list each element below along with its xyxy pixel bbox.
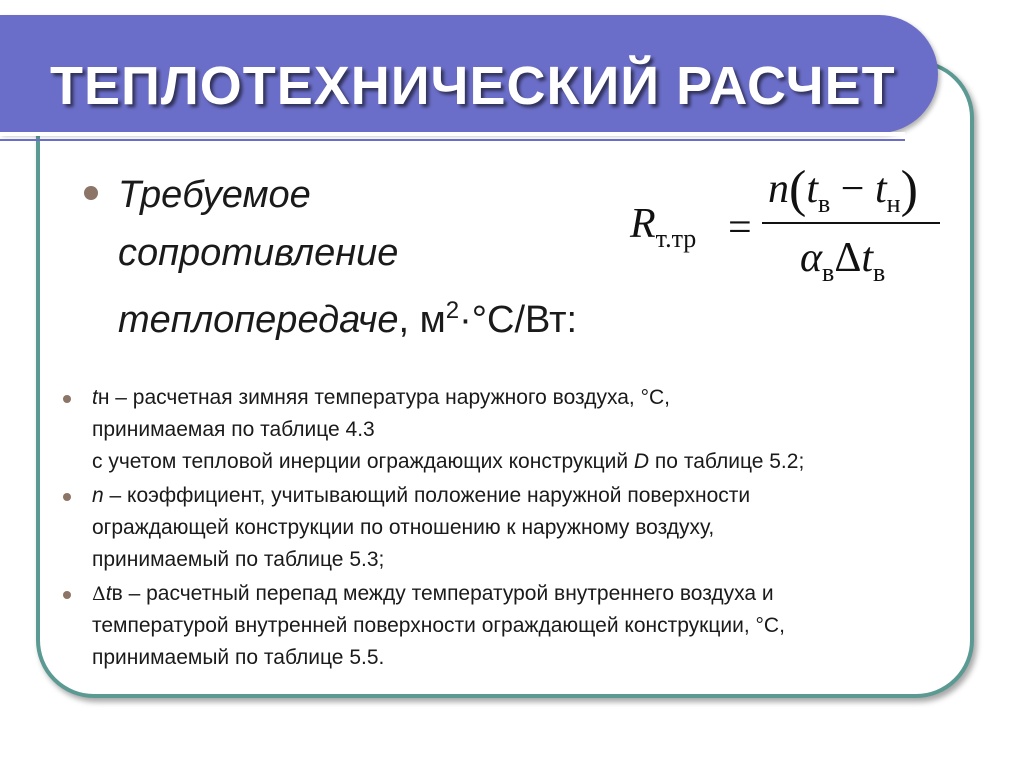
definition-text: – расчетный перепад между температурой внутреннего воздуха и xyxy=(122,582,774,605)
definition-line xyxy=(92,446,960,478)
definition-text: по таблице 5.2; xyxy=(649,450,805,473)
formula-n: n xyxy=(768,166,789,212)
formula-sub-v: в xyxy=(818,189,831,218)
definition-line: принимаемый по таблице 5.3; xyxy=(92,548,385,571)
symbol-suffix: н xyxy=(97,386,110,409)
definition-text: – расчетная зимняя температура наружного воздуха, °С, xyxy=(109,386,670,409)
main-bullet-dot xyxy=(84,186,98,200)
formula-den-t-sub: в xyxy=(873,258,886,287)
title-banner xyxy=(0,15,938,133)
definition-line: принимаемый по таблице 5.5. xyxy=(92,646,385,669)
formula-denominator xyxy=(800,234,885,288)
main-line-3 xyxy=(118,282,678,349)
definition-text: – коэффициент, учитывающий положение наружной поверхности xyxy=(103,484,751,507)
slide-title: ТЕПЛОТЕХНИЧЕСКИЙ РАСЧЕТ xyxy=(50,56,896,116)
symbol-n: n xyxy=(92,484,104,507)
definition-text: с учетом тепловой инерции ограждающих конструкций xyxy=(92,450,634,473)
main-unit-prefix: , м xyxy=(398,299,446,341)
symbol-delta: Δ xyxy=(92,583,106,605)
main-unit-rest: ·°С/Вт: xyxy=(459,299,578,341)
bullet-dot xyxy=(63,493,71,501)
main-line-3-italic: теплопередаче xyxy=(118,299,399,341)
formula-t-1: t xyxy=(806,166,818,212)
definition-line: принимаемая по таблице 4.3 xyxy=(92,418,375,441)
title-underline xyxy=(0,132,905,136)
definition-line xyxy=(92,382,960,414)
formula-numerator xyxy=(768,160,918,219)
formula-lhs xyxy=(630,200,696,254)
symbol-d: D xyxy=(633,450,650,473)
definition-line xyxy=(92,480,960,512)
formula-alpha: α xyxy=(800,235,823,281)
main-line-1: Требуемое xyxy=(118,174,311,216)
formula-paren-close: ) xyxy=(900,161,918,218)
formula-alpha-sub: в xyxy=(822,258,835,287)
formula-fraction-bar xyxy=(762,222,940,224)
definition-tn xyxy=(60,382,960,478)
definitions-list xyxy=(60,382,960,676)
definition-line xyxy=(92,578,960,610)
formula-t-2: t xyxy=(874,166,887,212)
definition-delta-tv xyxy=(60,578,960,674)
definition-line: ограждающей конструкции по отношению к наружному воздуху, xyxy=(92,516,715,539)
formula-minus: − xyxy=(830,166,875,212)
resistance-formula xyxy=(630,160,950,300)
definition-n xyxy=(60,480,960,576)
symbol-suffix: в xyxy=(111,582,123,605)
definition-line: температурой внутренней поверхности ограждающей конструкции, °С, xyxy=(92,614,785,637)
title-underline-accent xyxy=(0,139,905,141)
bullet-dot xyxy=(63,591,71,599)
formula-equals: = xyxy=(728,205,752,251)
symbol-t: t xyxy=(105,582,112,605)
main-unit-superscript: 2 xyxy=(445,297,460,324)
symbol-t: t xyxy=(92,386,98,409)
formula-delta: Δ xyxy=(834,235,862,281)
formula-sub-n: н xyxy=(886,189,901,218)
formula-paren-open: ( xyxy=(789,161,807,218)
main-bullet-text xyxy=(118,166,678,349)
bullet-dot xyxy=(63,395,71,403)
formula-r-subscript: т.тр xyxy=(655,224,697,253)
formula-r-symbol: R xyxy=(630,201,656,247)
formula-den-t: t xyxy=(861,235,874,281)
main-line-2: сопротивление xyxy=(118,232,399,274)
